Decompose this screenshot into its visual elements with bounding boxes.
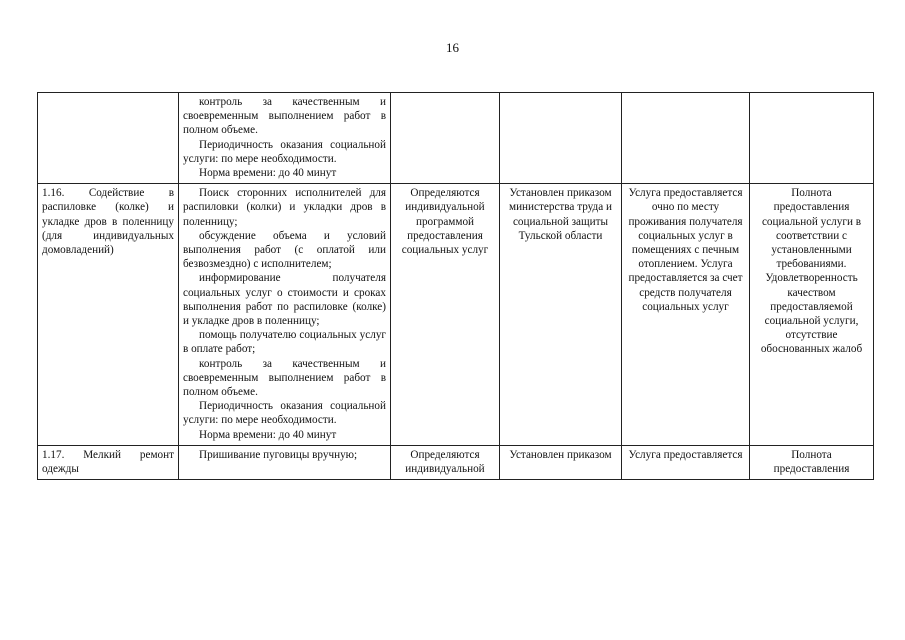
table-row — [38, 184, 874, 446]
action-line: информирование получателя социальных услуг о стоимости и сроках выполнения работ по распиловке (колке) и укладке дров в поленницу; — [183, 272, 386, 328]
action-line: Периодичность оказания социальной услуги: по мере необходимости. — [183, 138, 386, 165]
service-actions-cell — [179, 445, 391, 479]
volume-cell — [391, 93, 500, 184]
action-line: обсуждение объема и условий выполнения работ (с оплатой или безвозмездно) с исполнителем; — [183, 229, 386, 271]
volume-cell: Определяются индивидуальной — [391, 445, 500, 479]
conditions-cell — [622, 93, 750, 184]
table-row — [38, 93, 874, 184]
action-line: Поиск сторонних исполнителей для распиловки (колки) и укладки дров в поленницу; — [183, 187, 386, 228]
conditions-cell: Услуга предоставляется очно по месту проживания получателя социальных услуг в помещениях с печным отоплением. Услуга предоставляется за счет средств получателя социальных услуг — [622, 184, 750, 446]
service-actions-cell — [179, 93, 391, 184]
action-line: контроль за качественным и своевременным выполнением работ в полном объеме. — [183, 96, 386, 137]
conditions-cell: Услуга предоставляется — [622, 445, 750, 479]
page-number: 16 — [446, 40, 459, 55]
action-line: контроль за качественным и своевременным выполнением работ в полном объеме. — [183, 357, 386, 399]
tariff-cell: Установлен приказом — [500, 445, 622, 479]
service-name-cell — [38, 93, 179, 184]
action-line: Периодичность оказания социальной услуги: по мере необходимости. — [183, 400, 386, 427]
service-name-cell: 1.17. Мелкий ремонт одежды — [38, 445, 179, 479]
quality-cell — [750, 93, 874, 184]
service-name-cell: 1.16. Содействие в распиловке (колке) и укладке дров в поленницу (для индивидуальных домовладений) — [38, 184, 179, 446]
action-line: Норма времени: до 40 минут — [199, 167, 337, 180]
table-row — [38, 445, 874, 479]
quality-cell: Полнота предоставления — [750, 445, 874, 479]
action-line: помощь получателю социальных услуг в оплате работ; — [183, 329, 386, 356]
action-line: Пришивание пуговицы вручную; — [199, 448, 358, 461]
action-line: Норма времени: до 40 минут — [199, 428, 337, 441]
tariff-cell — [500, 93, 622, 184]
tariff-cell: Установлен приказом министерства труда и социальной защиты Тульской области — [500, 184, 622, 446]
services-table — [37, 92, 874, 480]
volume-cell: Определяются индивидуальной программой предоставления социальных услуг — [391, 184, 500, 446]
service-actions-cell — [179, 184, 391, 446]
quality-cell: Полнота предоставления социальной услуги в соответствии с установленными требованиями. Удовлетворенность качеством предоставляемой социальной услуги, отсутствие обоснованных жалоб — [750, 184, 874, 446]
